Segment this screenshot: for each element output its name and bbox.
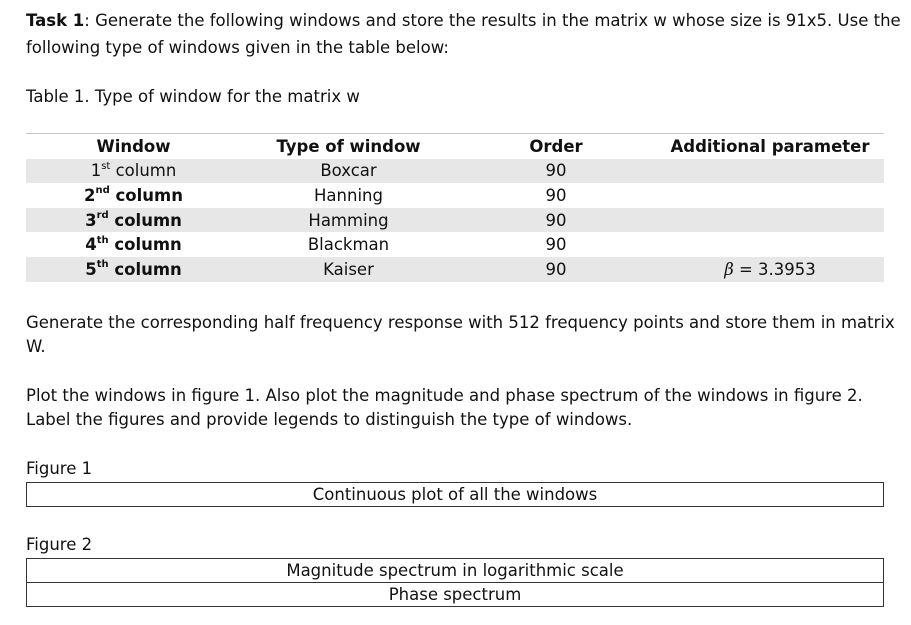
paragraph-frequency-line1: Generate the corresponding half frequency response with 512 frequency points and store them in matrix [26,313,895,332]
figure1-label: Figure 1 [26,459,93,478]
row-window: 2nd column [84,185,183,205]
row-type: Hamming [308,210,389,230]
table-row [26,232,884,257]
row-type: Kaiser [323,259,374,279]
paragraph-plot-line2: Label the figures and provide legends to distinguish the type of windows. [26,410,633,429]
header-type: Type of window [276,136,421,156]
beta-symbol: β [724,259,734,279]
task-text: : Generate the following windows and store the results in the matrix w whose size is 91x5. Use the [84,11,901,30]
paragraph-frequency-line2: W. [26,337,46,356]
row-type: Blackman [307,235,390,255]
row-window: 5th column [85,259,182,279]
task-paragraph-line2: following type of windows given in the table below: [26,38,449,57]
table-row [26,159,884,184]
row-order: 90 [545,185,567,205]
figure2-cell-magnitude: Magnitude spectrum in logarithmic scale [286,561,624,580]
row-window: 1st column [90,160,177,181]
beta-value: = 3.3953 [733,259,816,279]
row-type: Boxcar [320,161,377,181]
figure1-box [26,482,884,507]
task-label: Task 1 [26,11,85,30]
row-order: 90 [545,161,567,181]
paragraph-plot-line1: Plot the windows in figure 1. Also plot the magnitude and phase spectrum of the windows in figure 2. [26,386,863,405]
row-order: 90 [545,210,567,230]
task-paragraph [26,9,901,33]
table-row [26,183,884,208]
row-order: 90 [545,259,567,279]
header-order: Order [529,136,583,156]
table-caption: Table 1. Type of window for the matrix w [26,87,360,106]
figure2-box [26,558,884,607]
figure2-label: Figure 2 [26,535,93,554]
row-window: 3rd column [85,210,182,230]
row-window: 4th column [85,234,182,255]
window-table [26,133,884,282]
table-header-row [26,134,884,159]
header-window: Window [96,136,171,156]
table-row [26,208,884,233]
row-order: 90 [545,235,567,255]
row-param [656,260,884,279]
row-type: Hanning [314,185,383,205]
table-row [26,257,884,282]
figure2-cell-phase: Phase spectrum [27,582,883,606]
header-param: Additional parameter [670,136,870,156]
figure1-cell: Continuous plot of all the windows [312,485,598,504]
